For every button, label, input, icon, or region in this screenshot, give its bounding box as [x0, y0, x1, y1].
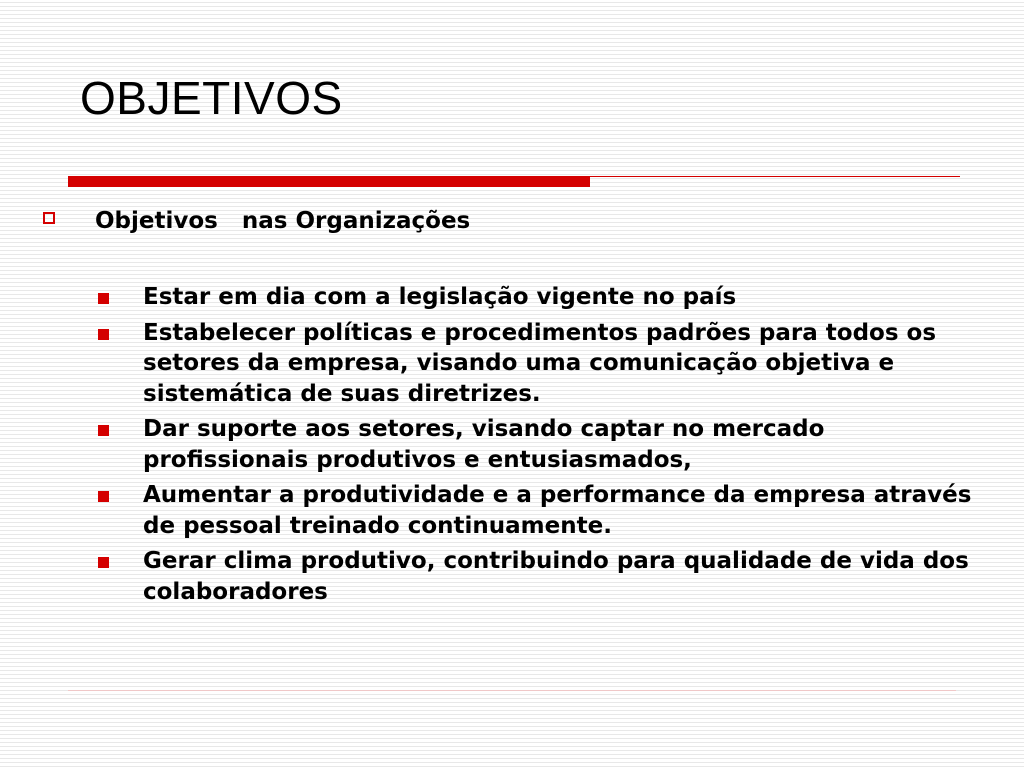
filled-square-icon [98, 293, 109, 304]
list-item [98, 546, 978, 607]
bullet-text: Aumentar a produtividade e a performance da empresa através de pessoal treinado continuamente. [143, 482, 972, 539]
bullet-text: Dar suporte aos setores, visando captar no mercado profissionais produtivos e entusiasmados, [143, 416, 825, 473]
filled-square-icon [98, 329, 109, 340]
filled-square-icon [98, 425, 109, 436]
section-heading: Objetivos nas Organizações [95, 208, 471, 234]
bullet-text: Estar em dia com a legislação vigente no país [143, 284, 737, 310]
filled-square-icon [98, 557, 109, 568]
bullet-list [98, 282, 978, 612]
bullet-text: Estabelecer políticas e procedimentos padrões para todos os setores da empresa, visando uma comunicação objetiva e sistemática de suas diretrizes. [143, 319, 937, 407]
title-underline-thin [590, 176, 960, 177]
list-item [98, 414, 978, 475]
bullet-text: Gerar clima produtivo, contribuindo para qualidade de vida dos colaboradores [143, 548, 969, 605]
hollow-square-icon [43, 212, 55, 224]
slide-title: OBJETIVOS [80, 72, 343, 124]
list-item [98, 480, 978, 541]
filled-square-icon [98, 491, 109, 502]
title-underline-thick [68, 176, 590, 187]
list-item [98, 318, 978, 410]
list-item [98, 282, 978, 313]
footer-divider [68, 690, 956, 691]
